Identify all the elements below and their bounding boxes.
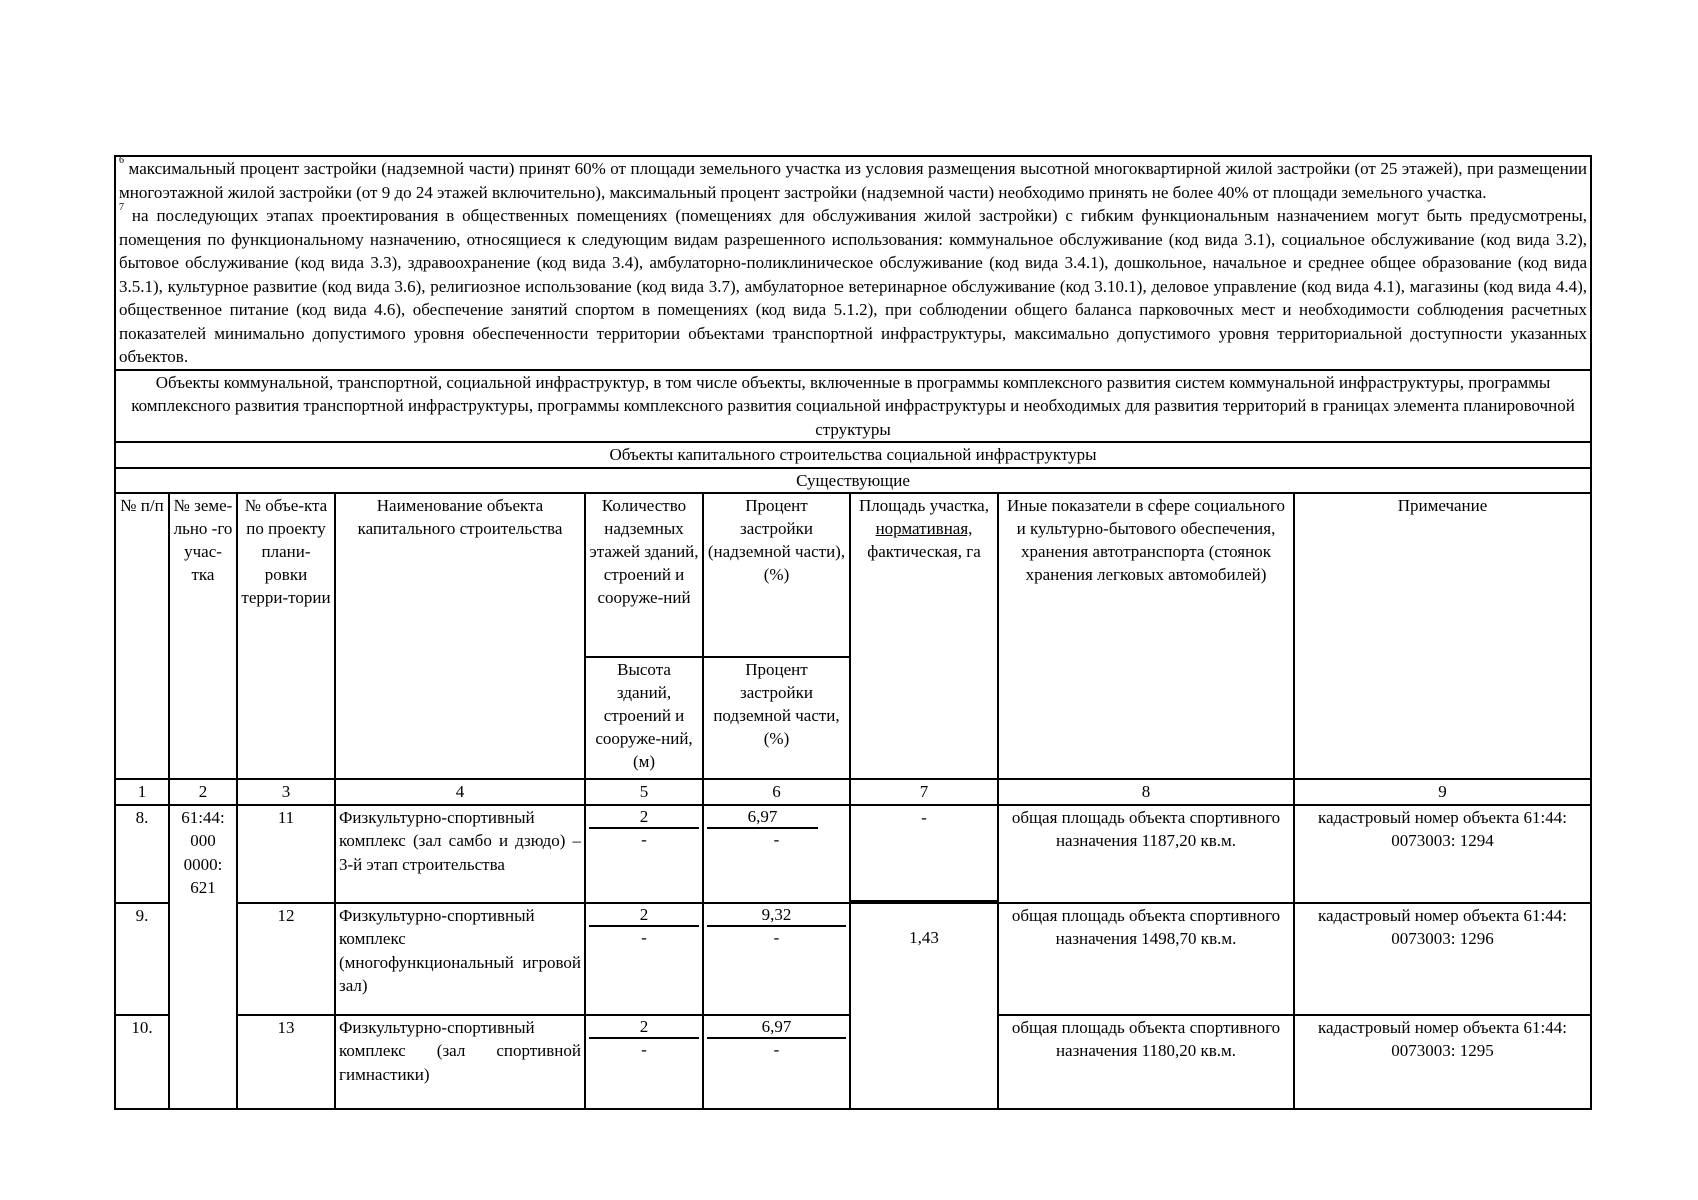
header-area: Площадь участка, нормативная, фактическая, га [850, 493, 998, 779]
col-number: 4 [335, 779, 585, 805]
floors-height-cell [585, 903, 703, 1015]
planning-table [114, 155, 1592, 1110]
above-percent-value: 6,97 [707, 806, 818, 829]
col-number: 2 [169, 779, 237, 805]
footnote-6: $^6$ максимальный процент застройки (надземной части) принят 60% от площади земельного участка из условия размещения высотной многоквартирной жилой застройки (от 25 этажей), при размещении многоэтажной жилой застройки (от 9 до 24 этажей включительно), максимальный процент застройки (надземной части) необходимо принять не более 40% от площади земельного участка. [119, 155, 1588, 202]
header-name: Наименование объекта капитального строительства [335, 493, 585, 779]
col-number: 1 [115, 779, 169, 805]
percent-cell [703, 903, 850, 1015]
note-cadastral: кадастровый номер объекта 61:44: 0073003: 1294 [1294, 805, 1591, 903]
header-object: № объе-кта по проекту плани-ровки терри-тории [237, 493, 335, 779]
footnote-7: $^7$ на последующих этапах проектирования в общественных помещениях (помещениях для обслуживания жилой застройки) с гибким функциональным назначением могут быть предусмотрены, помещения по функциональному назначению, относящиеся к следующим видам разрешенного использования: коммунальное обслуживание (код вида 3.1), социальное обслуживание (код вида 3.2), бытовое обслуживание (код вида 3.3), здравоохранение (код вида 3.4), амбулаторно-поликлиническое обслуживание (код вида 3.4.1), дошкольное, начальное и среднее общее образование (код вида 3.5.1), культурное развитие (код вида 3.6), религиозное использование (код вида 3.7), амбулаторное ветеринарное обслуживание (код 3.10.1), деловое управление (код вида 4.1), магазины (код вида 4.4), общественное питание (код вида 4.6), обеспечение занятий спортом в помещениях (код вида 5.1.2), при соблюдении общего баланса парковочных мест и необходимости соблюдения расчетных показателей минимально допустимого уровня обеспеченности территории объектами транспортной инфраструктуры, максимально допустимого уровня территориальной доступности указанных объектов. [119, 202, 1588, 366]
row-num: 10. [115, 1015, 169, 1109]
header-above-percent: Процент застройки (надземной части), (%) [703, 493, 850, 657]
header-under-percent: Процент застройки подземной части, (%) [703, 657, 850, 779]
plot-number: 61:44: 000 0000: 621 [169, 805, 237, 1109]
above-percent-value: 9,32 [707, 904, 846, 927]
height-value: - [641, 927, 647, 947]
height-value: - [641, 1039, 647, 1059]
col-number: 3 [237, 779, 335, 805]
floors-value: 2 [589, 806, 699, 829]
under-percent-value: - [773, 1039, 780, 1059]
object-number: 13 [237, 1015, 335, 1109]
section-capital-construction: Объекты капитального строительства социальной инфраструктуры [115, 442, 1591, 468]
table-row [115, 805, 1591, 903]
footnotes-block [115, 156, 1591, 370]
header-other-indicators: Иные показатели в сфере социального и культурно-бытового обеспечения, хранения автотранспорта (стоянок хранения легковых автомобилей) [998, 493, 1294, 779]
header-plot: № земе-льно -го учас-тка [169, 493, 237, 779]
header-num: № п/п [115, 493, 169, 779]
col-number: 8 [998, 779, 1294, 805]
other-indicators: общая площадь объекта спортивного назначения 1180,20 кв.м. [998, 1015, 1294, 1109]
header-floors: Количество надземных этажей зданий, строений и сооруже-ний [585, 493, 703, 657]
table-row [115, 903, 1591, 1015]
area-value: - [851, 806, 997, 902]
under-percent-value: - [773, 927, 780, 947]
header-height: Высота зданий, строений и сооруже-ний, (м) [585, 657, 703, 779]
col-number: 5 [585, 779, 703, 805]
other-indicators: общая площадь объекта спортивного назначения 1187,20 кв.м. [998, 805, 1294, 903]
object-number: 11 [237, 805, 335, 903]
floors-height-cell [585, 805, 703, 903]
col-number: 7 [850, 779, 998, 805]
percent-cell [703, 1015, 850, 1109]
area-cell [850, 805, 998, 903]
object-name: Физкультурно-спортивный комплекс (многофункциональный игровой зал) [335, 903, 585, 1015]
header-note: Примечание [1294, 493, 1591, 779]
floors-height-cell [585, 1015, 703, 1109]
note-cadastral: кадастровый номер объекта 61:44: 0073003: 1296 [1294, 903, 1591, 1015]
percent-cell [703, 805, 850, 903]
note-cadastral: кадастровый номер объекта 61:44: 0073003: 1295 [1294, 1015, 1591, 1109]
col-number: 6 [703, 779, 850, 805]
object-number: 12 [237, 903, 335, 1015]
col-number: 9 [1294, 779, 1591, 805]
height-value: - [641, 829, 647, 849]
above-percent-value: 6,97 [707, 1016, 846, 1039]
area-value: 1,43 [850, 903, 998, 1109]
under-percent-value: - [773, 829, 780, 849]
row-num: 9. [115, 903, 169, 1015]
row-num: 8. [115, 805, 169, 903]
section-existing: Существующие [115, 468, 1591, 494]
floors-value: 2 [589, 904, 699, 927]
object-name: Физкультурно-спортивный комплекс (зал спортивной гимнастики) [335, 1015, 585, 1109]
section-infrastructure: Объекты коммунальной, транспортной, социальной инфраструктур, в том числе объекты, включенные в программы комплексного развития систем коммунальной инфраструктуры, программы комплексного развития транспортной инфраструктуры, программы комплексного развития социальной инфраструктуры и необходимых для развития территорий в границах элемента планировочной структуры [115, 370, 1591, 443]
floors-value: 2 [589, 1016, 699, 1039]
other-indicators: общая площадь объекта спортивного назначения 1498,70 кв.м. [998, 903, 1294, 1015]
object-name: Физкультурно-спортивный комплекс (зал самбо и дзюдо) – 3-й этап строительства [335, 805, 585, 903]
